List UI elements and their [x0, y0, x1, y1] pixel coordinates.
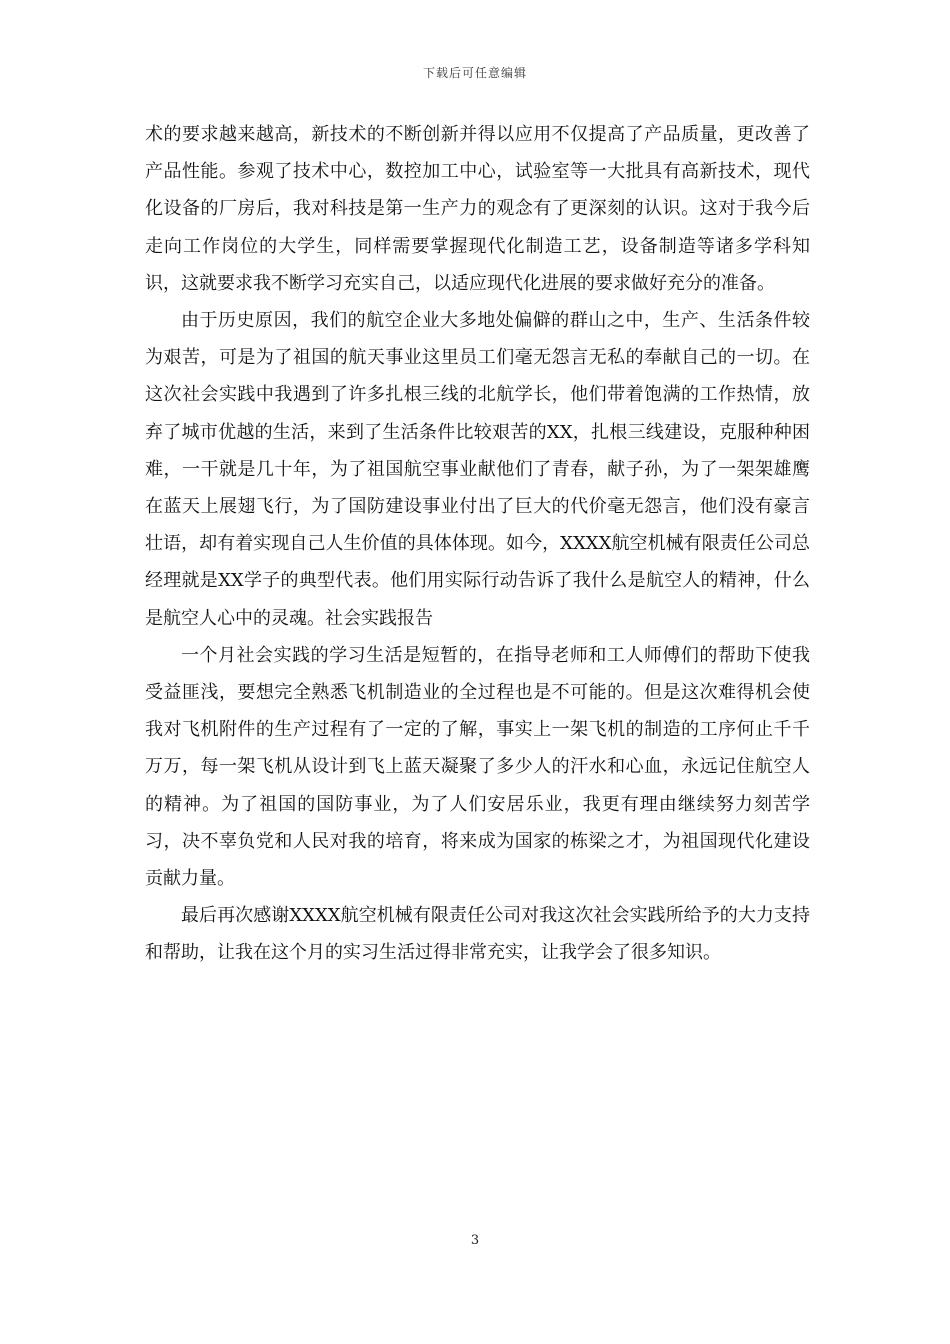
document-body	[145, 116, 810, 972]
paragraph-thanks: 最后再次感谢XXXX航空机械有限责任公司对我这次社会实践所给予的大力支持和帮助，让我在这个月的实习生活过得非常充实，让我学会了很多知识。	[145, 905, 810, 964]
paragraph-reflection: 一个月社会实践的学习生活是短暂的，在指导老师和工人师傅们的帮助下使我受益匪浅，要想完全熟悉飞机制造业的全过程也是不可能的。但是这次难得机会使我对飞机附件的生产过程有了一定的了解，事实上一架飞机的制造的工序何止千千万万，每一架飞机从设计到飞上蓝天凝聚了多少人的汗水和心血，永远记住航空人的精神。为了祖国的国防事业，为了人们安居乐业，我更有理由继续努力刻苦学习，决不辜负党和人民对我的培育，将来成为国家的栋梁之才，为祖国现代化建设贡献力量。	[145, 644, 810, 890]
page-header: 下载后可任意编辑	[422, 66, 527, 80]
page-number: 3	[470, 1233, 480, 1248]
paragraph-continuation: 术的要求越来越高，新技术的不断创新并得以应用不仅提高了产品质量，更改善了产品性能。参观了技术中心，数控加工中心，试验室等一大批具有高新技术，现代化设备的厂房后，我对科技是第一生产力的观念有了更深刻的认识。这对于我今后走向工作岗位的大学生，同样需要掌握现代化制造工艺，设备制造等诸多学科知识，这就要求我不断学习充实自己，以适应现代化进展的要求做好充分的准备。	[145, 124, 810, 294]
paragraph-history: 由于历史原因，我们的航空企业大多地处偏僻的群山之中，生产、生活条件较为艰苦，可是为了祖国的航天事业这里员工们毫无怨言无私的奉献自己的一切。在这次社会实践中我遇到了许多扎根三线的北航学长，他们带着饱满的工作热情，放弃了城市优越的生活，来到了生活条件比较艰苦的XX，扎根三线建设，克服种种困难，一干就是几十年，为了祖国航空事业献他们了青春，献子孙，为了一架架雄鹰在蓝天上展翅飞行，为了国防建设事业付出了巨大的代价毫无怨言，他们没有豪言壮语，却有着实现自己人生价值的具体体现。如今，XXXX航空机械有限责任公司总经理就是XX学子的典型代表。他们用实际行动告诉了我什么是航空人的精神，什么是航空人心中的灵魂。社会实践报告	[145, 310, 810, 629]
